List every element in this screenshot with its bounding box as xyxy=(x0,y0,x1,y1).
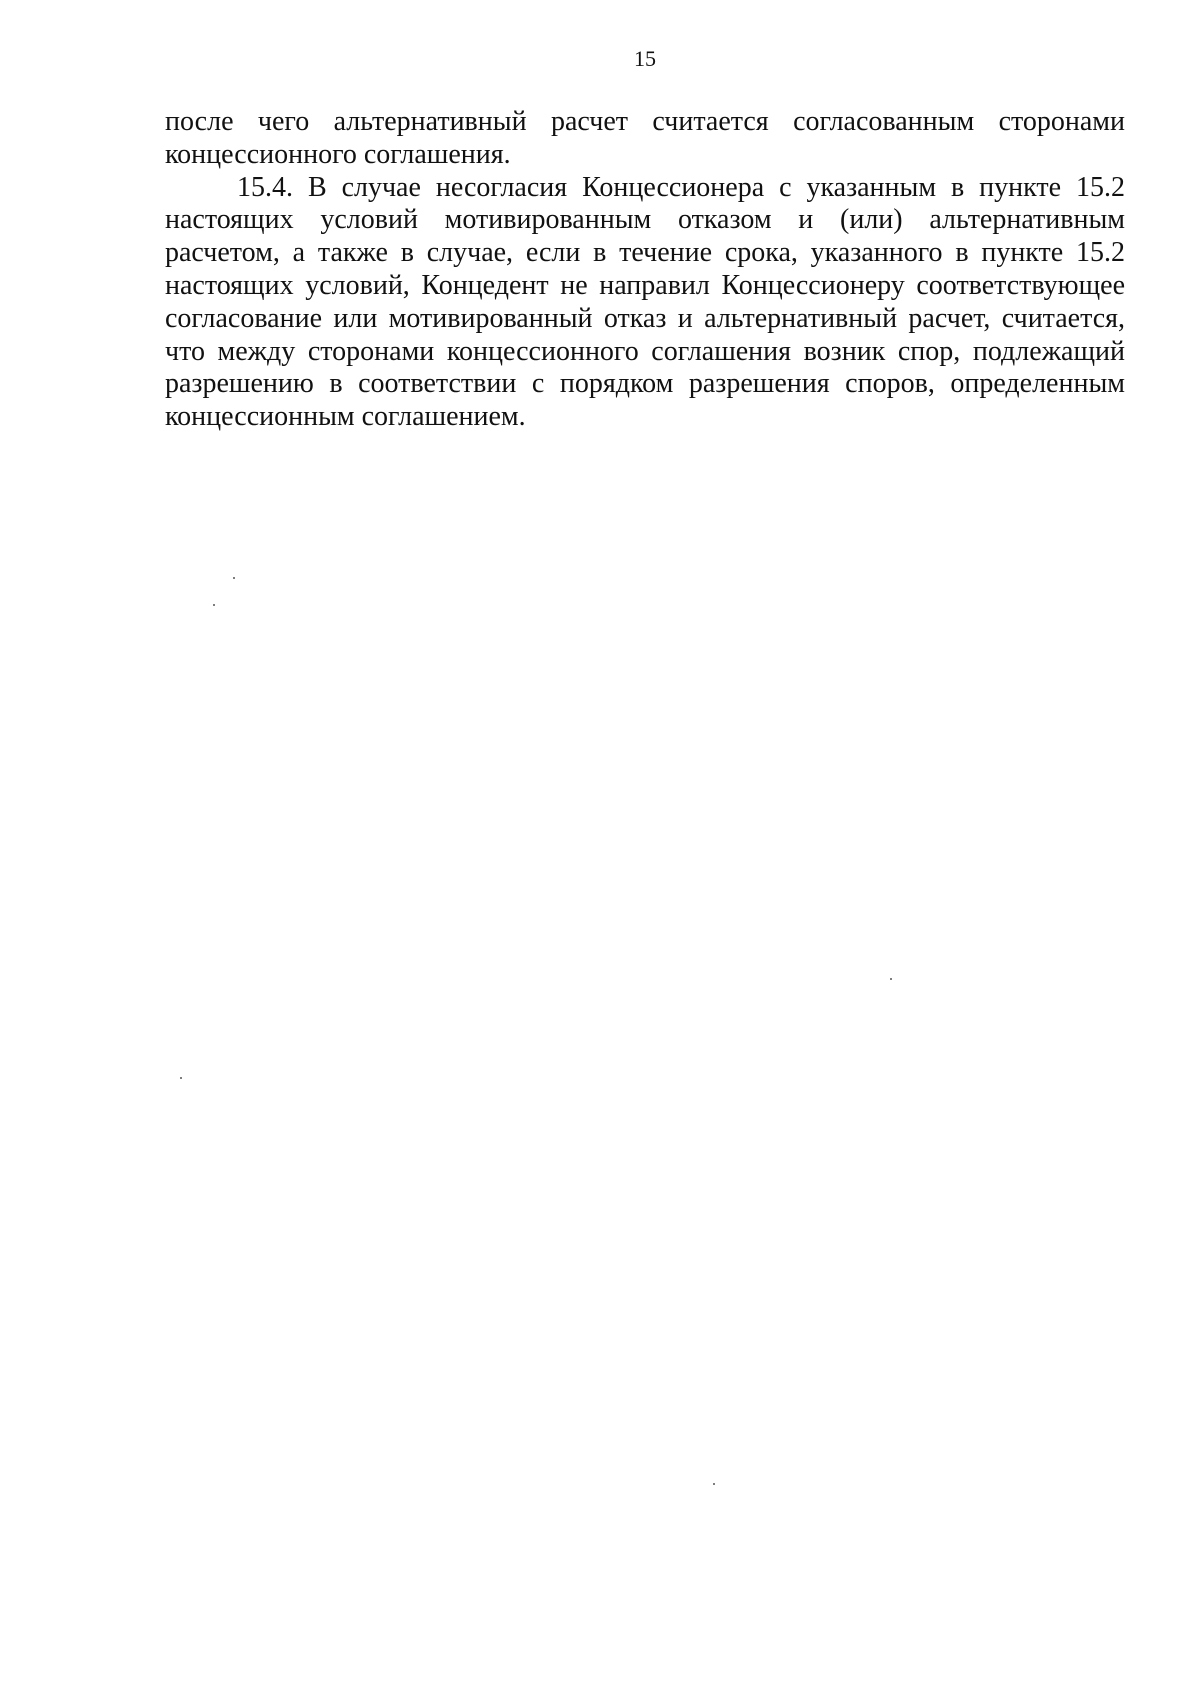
page-number: 15 xyxy=(634,46,656,71)
document-body xyxy=(165,106,1125,434)
paragraph-continuation: после чего альтернативный расчет считается согласованным сторонами концессионного соглашения. xyxy=(165,106,1125,170)
paragraph-15-4: 15.4. В случае несогласия Концессионера с указанным в пункте 15.2 настоящих условий мотивированным отказом и (или) альтернативным расчетом, а также в случае, если в течение срока, указанного в пункте 15.2 настоящих условий, Концедент не направил Концессионеру соответствующее согласование или мотивированный отказ и альтернативный расчет, считается, что между сторонами концессионного соглашения возник спор, подлежащий разрешению в соответствии с порядком разрешения споров, определенным концессионным соглашением. xyxy=(165,171,1125,433)
scan-speck xyxy=(713,1483,715,1485)
scan-speck xyxy=(213,604,215,606)
scan-speck xyxy=(180,1077,182,1079)
scan-speck xyxy=(233,577,235,579)
scan-speck xyxy=(890,978,892,980)
